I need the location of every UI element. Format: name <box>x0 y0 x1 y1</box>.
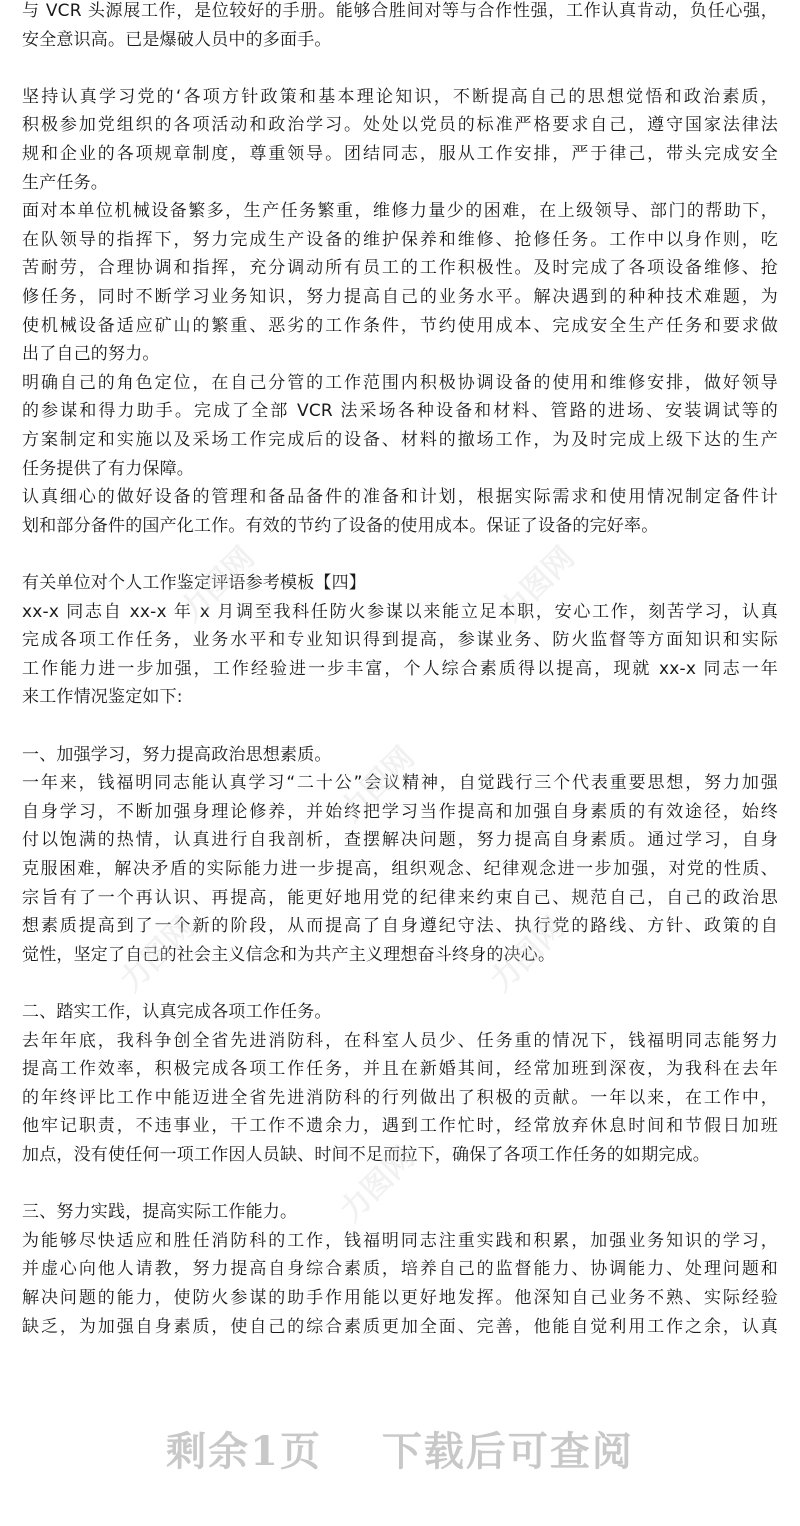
download-to-view-label: 下载后可查阅 <box>381 1428 634 1475</box>
text-line: 一、加强学习，努力提高政治思想素质。 <box>22 744 332 765</box>
text-line: xx-x 同志自 xx-x 年 x 月调至我科任防火参谋以来能立足本职，安心工作，刻苦学习，认真 <box>22 601 778 622</box>
watermark: 力图网 <box>493 540 582 629</box>
blank-line <box>22 540 778 568</box>
text-line: 他牢记职责，不违事业，干工作不遗余力，遇到工作忙时，经常放弃休息时间和节假日加班 <box>22 1116 778 1137</box>
text-line: 完成各项工作任务，业务水平和专业知识得到提高，参谋业务、防火监督等方面知识和实际 <box>22 630 778 651</box>
text-line: 三、努力实践，提高实际工作能力。 <box>22 1202 298 1223</box>
text-line: 一年来，钱福明同志能认真学习“二十公”会议精神，自觉践行三个代表重要思想，努力加强 <box>22 773 778 794</box>
watermark: 力图网 <box>333 1140 422 1229</box>
text-line: 提高工作效率，积极完成各项工作任务，并且在新婚其间，经常加班到深夜，为我科在去年 <box>22 1059 778 1080</box>
text-line: 付以饱满的热情，认真进行自我剖析，查摆解决问题，努力提高自身素质。通过学习，自身 <box>22 830 778 851</box>
blank-line <box>22 54 778 82</box>
text-line: 划和部分备件的国产化工作。有效的节约了设备的使用成本。保证了设备的完好率。 <box>22 515 659 536</box>
text-line: 坚持认真学习党的‘各项方针政策和基本理论知识，不断提高自己的思想觉悟和政治素质， <box>22 86 778 107</box>
text-line: 规和企业的各项规章制度，尊重领导。团结同志，服从工作安排，严于律己，带头完成安全 <box>22 144 778 164</box>
text-line: 有关单位对个人工作鉴定评语参考模板【四】 <box>22 573 366 593</box>
remaining-pages-label: 剩余1页 <box>166 1428 322 1475</box>
text-line: 二、踏实工作，认真完成各项工作任务。 <box>22 1002 332 1022</box>
blank-line <box>22 969 778 997</box>
text-line: 的参谋和得力助手。完成了全部 VCR 法采场各种设备和材料、管路的进场、安装调试等的 <box>22 401 778 422</box>
text-line: 的年终评比工作中能迈进全省先进消防科的行列做出了积极的贡献。一年以来，在工作中， <box>22 1087 778 1108</box>
text-line: 修任务，同时不断学习业务知识，努力提高自己的业务水平。解决遇到的种种技术难题，为 <box>22 287 778 307</box>
watermark: 力图网 <box>113 910 202 999</box>
text-line: 工作能力进一步加强，工作经验进一步丰富，个人综合素质得以提高，现就 xx-x 同志一年 <box>22 658 778 679</box>
text-line: 加点，没有使任何一项工作因人员缺、时间不足而拉下，确保了各项工作任务的如期完成。 <box>22 1145 710 1165</box>
text-line: 生产任务。 <box>22 172 108 193</box>
text-line: 为能够尽快适应和胜任消防科的工作，钱福明同志注重实践和积累，加强业务知识的学习， <box>22 1230 778 1251</box>
text-line: 去年年底，我科争创全省先进消防科，在科室人员少、任务重的情况下，钱福明同志能努力 <box>22 1030 778 1051</box>
text-line: 认真细心的做好设备的管理和备品备件的准备和计划，根据实际需求和使用情况制定备件计 <box>22 487 778 508</box>
text-line: 苦耐劳，合理协调和指挥，充分调动所有员工的工作积极性。及时完成了各项设备维修、抢 <box>22 258 778 279</box>
blank-line <box>22 712 778 740</box>
text-line: 与 VCR 头源展工作，是位较好的手册。能够合胜间对等与合作性强，工作认真肯动，负任心强， <box>22 1 778 21</box>
watermark: 力图网 <box>333 740 422 829</box>
text-line: 来工作情况鉴定如下: <box>22 687 183 708</box>
text-line: 任务提供了有力保障。 <box>22 458 194 479</box>
text-line: 克服困难，解决矛盾的实际能力进一步提高，组织观念、纪律观念进一步加强，对党的性质、 <box>22 859 778 879</box>
text-line: 积极参加党组织的各项活动和政治学习。处处以党员的标准严格要求自己，遵守国家法律法 <box>22 115 778 136</box>
text-line: 安全意识高。已是爆破人员中的多面手。 <box>22 29 332 50</box>
text-line: 解决问题的能力，使防火参谋的助手作用能以更好地发挥。他深知自己业务不熟、实际经验 <box>22 1288 778 1308</box>
text-line: 缺乏，为加强自身素质，使自己的综合素质更加全面、完善，他能自觉利用工作之余，认真 <box>22 1316 778 1337</box>
text-line: 使机械设备适应矿山的繁重、恶劣的工作条件，节约使用成本、完成安全生产任务和要求做 <box>22 315 778 336</box>
text-line: 并虚心向他人请教，努力提高自身综合素质，培养自己的监督能力、协调能力、处理问题和 <box>22 1259 778 1280</box>
text-line: 宗旨有了一个再认识、再提高，能更好地用党的纪律来约束自己、规范自己，自己的政治思 <box>22 887 778 908</box>
text-line: 出了自己的努力。 <box>22 344 160 365</box>
blank-line <box>22 1170 778 1198</box>
watermark: 力图网 <box>483 910 572 999</box>
text-line: 方案制定和实施以及采场工作完成后的设备、材料的撤场工作，为及时完成上级下达的生产 <box>22 430 778 450</box>
text-line: 想素质提高到了一个新的阶段，从而提高了自身遵纪守法、执行党的路线、方针、政策的自 <box>22 916 778 937</box>
watermark: 力图网 <box>173 540 262 629</box>
text-line: 自身学习，不断加强身理论修养，并始终把学习当作提高和加强自身素质的有效途径，始终 <box>22 801 778 822</box>
text-line: 明确自己的角色定位，在自己分管的工作范围内积极协调设备的使用和维修安排，做好领导 <box>22 372 778 393</box>
text-line: 面对本单位机械设备繁多，生产任务繁重，维修力量少的困难，在上级领导、部门的帮助下， <box>22 201 778 222</box>
text-line: 在队领导的指挥下，努力完成生产设备的维护保养和维修、抢修任务。工作中以身作则，吃 <box>22 229 778 250</box>
remaining-pages-banner[interactable] <box>0 1420 800 1480</box>
text-line: 觉性，坚定了自己的社会主义信念和为共产主义理想奋斗终身的决心。 <box>22 944 556 965</box>
